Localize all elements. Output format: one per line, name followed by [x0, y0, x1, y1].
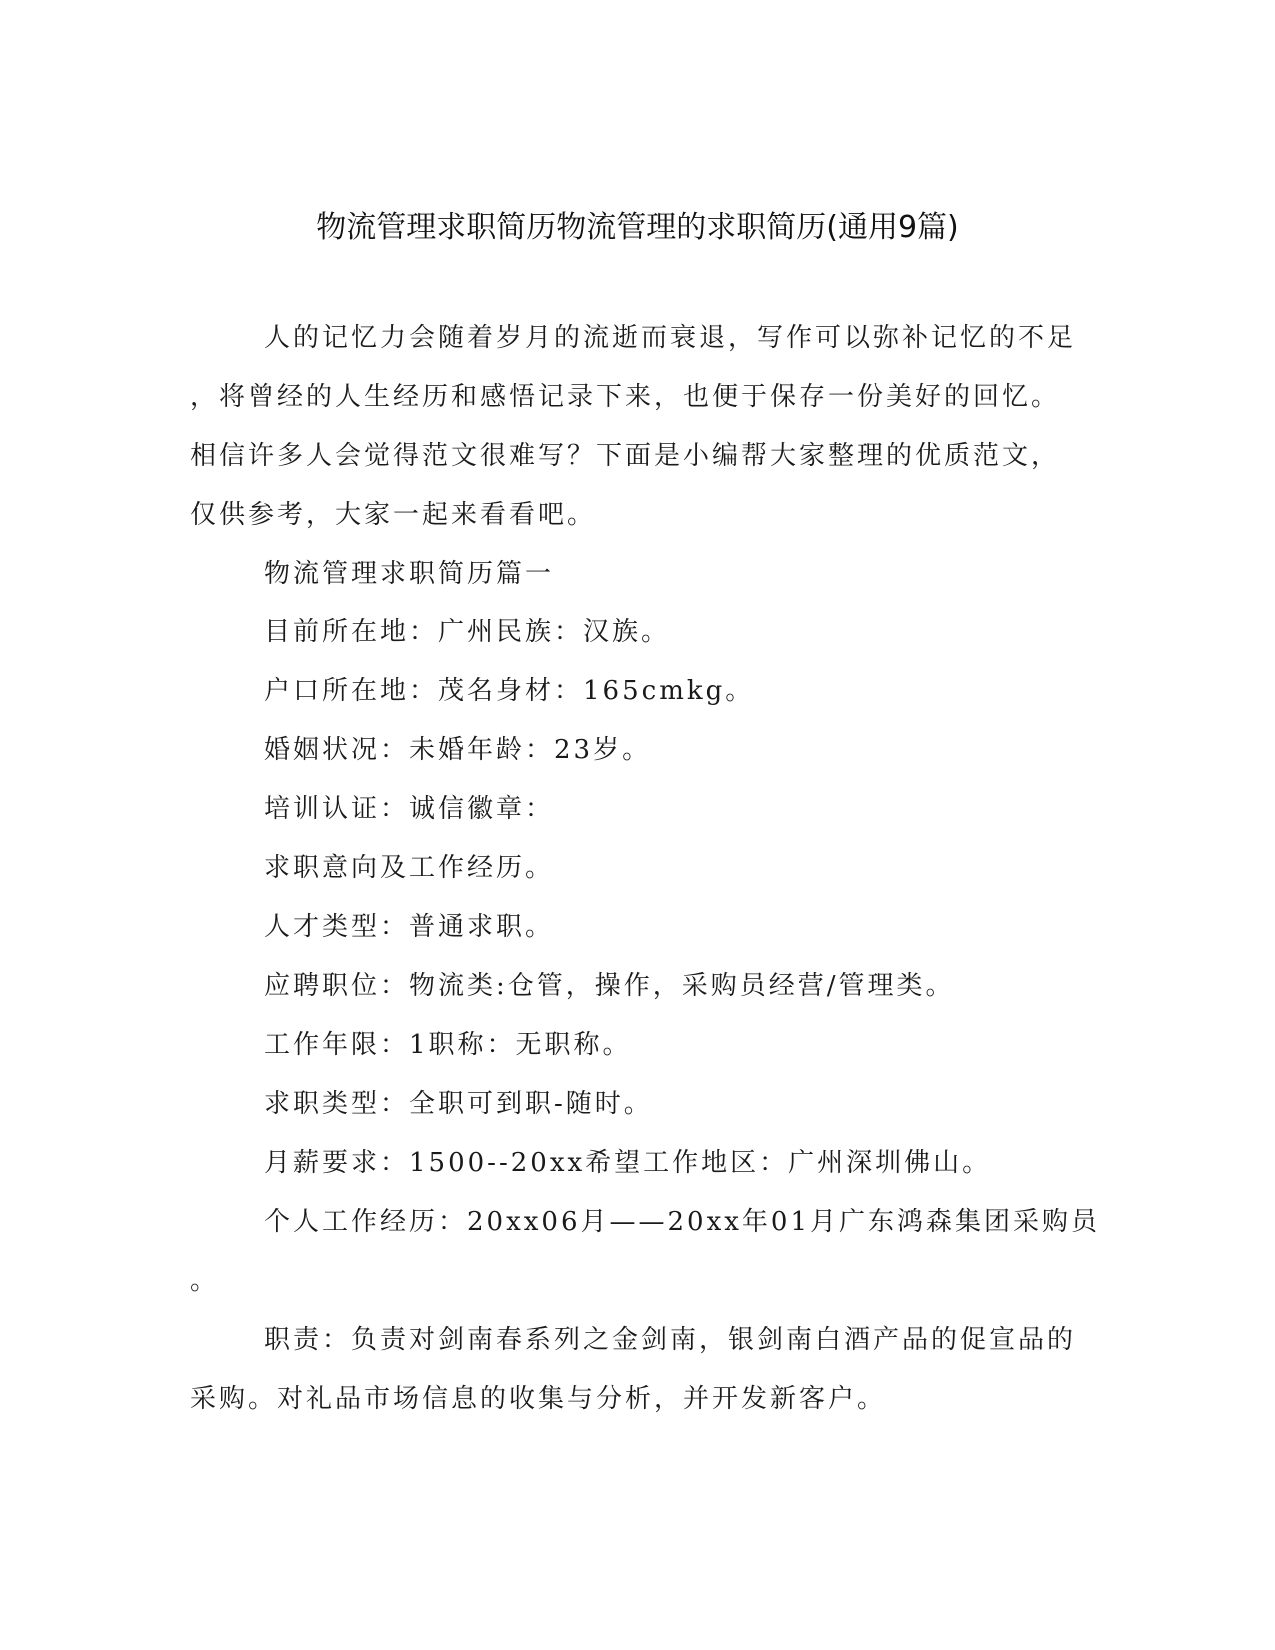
document-title: 物流管理求职简历物流管理的求职简历(通用9篇) — [316, 210, 959, 245]
resume-field: 月薪要求：1500--20xx希望工作地区：广州深圳佛山。 — [264, 1148, 992, 1178]
resume-field-continuation: 。 — [190, 1266, 220, 1296]
resume-field: 婚姻状况：未婚年龄：23岁。 — [264, 735, 652, 765]
intro-line: 相信许多人会觉得范文很难写？下面是小编帮大家整理的优质范文， — [190, 441, 1061, 471]
resume-field: 人才类型：普通求职。 — [264, 912, 555, 942]
section-heading: 物流管理求职简历篇一 — [264, 559, 555, 589]
duties-line: 职责：负责对剑南春系列之金剑南，银剑南白酒产品的促宣品的 — [264, 1325, 1077, 1355]
resume-field: 个人工作经历：20xx06月——20xx年01月广东鸿森集团采购员 — [264, 1207, 1100, 1237]
intro-line: 仅供参考，大家一起来看看吧。 — [190, 500, 597, 530]
resume-field: 求职类型：全职可到职-随时。 — [264, 1089, 653, 1119]
resume-field: 工作年限：1职称：无职称。 — [264, 1030, 632, 1060]
resume-field: 户口所在地：茂名身材：165cmkg。 — [264, 676, 755, 706]
resume-field: 目前所在地：广州民族：汉族。 — [264, 617, 671, 647]
resume-field: 求职意向及工作经历。 — [264, 853, 555, 883]
intro-line: ，将曾经的人生经历和感悟记录下来，也便于保存一份美好的回忆。 — [190, 382, 1061, 412]
duties-line: 采购。对礼品市场信息的收集与分析，并开发新客户。 — [190, 1384, 887, 1414]
resume-field: 应聘职位：物流类:仓管，操作，采购员经营/管理类。 — [264, 971, 955, 1001]
resume-field: 培训认证：诚信徽章： — [264, 794, 555, 824]
intro-line: 人的记忆力会随着岁月的流逝而衰退，写作可以弥补记忆的不足 — [264, 323, 1077, 353]
